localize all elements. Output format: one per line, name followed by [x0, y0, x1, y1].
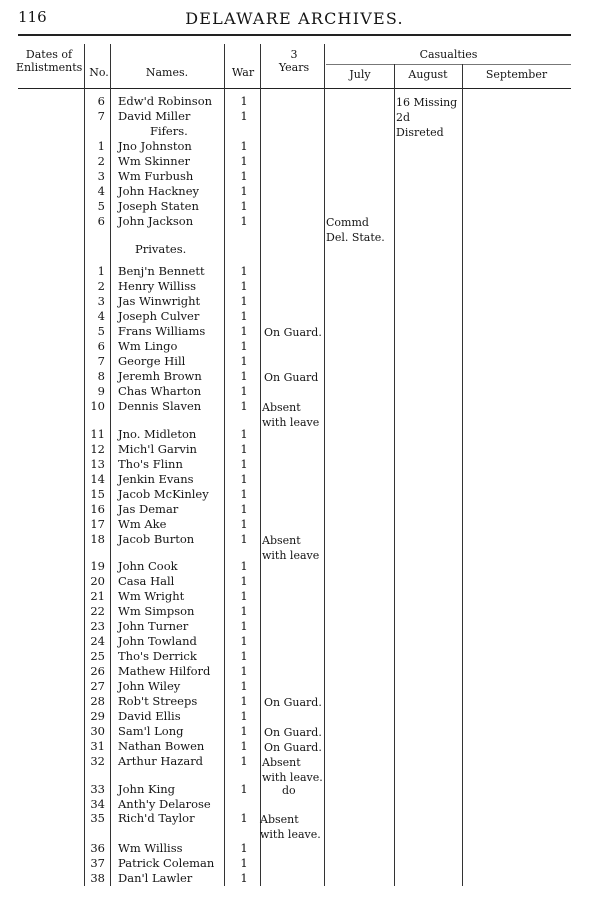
- entry-name: John King: [118, 782, 176, 796]
- entry-number: 25: [90, 649, 105, 663]
- entry-name: John Jackson: [118, 214, 194, 228]
- entry-name: John Turner: [118, 619, 189, 633]
- entry-name: Frans Williams: [118, 324, 206, 338]
- entry-number: 31: [90, 739, 105, 753]
- header-dates: Dates of Enlistments: [16, 48, 83, 74]
- entry-number: 37: [90, 856, 105, 870]
- entry-number: 13: [90, 457, 105, 471]
- entry-number: 6: [97, 339, 105, 353]
- entry-war: 1: [240, 369, 248, 383]
- entry-name: Tho's Flinn: [118, 457, 183, 471]
- entry-number: 17: [90, 517, 105, 531]
- entry-war: 1: [240, 589, 248, 603]
- entry-number: 1: [97, 139, 105, 153]
- entry-number: 24: [90, 634, 105, 648]
- entry-war: 1: [240, 139, 248, 153]
- entry-name: Jeremh Brown: [118, 369, 202, 383]
- entry-name: Wm Furbush: [118, 169, 194, 183]
- entry-august: 16 Missing: [396, 96, 458, 109]
- entry-war: 1: [240, 214, 248, 228]
- entry-number: 7: [97, 354, 105, 368]
- entry-number: 12: [90, 442, 105, 456]
- entry-name: Tho's Derrick: [118, 649, 197, 663]
- header-september: September: [485, 68, 548, 81]
- entry-number: 2: [97, 279, 105, 293]
- entry-name: Chas Wharton: [118, 384, 202, 398]
- entry-war: 1: [240, 399, 248, 413]
- entry-name: Wm Ake: [118, 517, 167, 531]
- entry-number: 14: [90, 472, 105, 486]
- entry-war: 1: [240, 559, 248, 573]
- entry-war: 1: [240, 279, 248, 293]
- entry-name: Mich'l Garvin: [118, 442, 197, 456]
- entry-war: 1: [240, 754, 248, 768]
- entry-number: 34: [90, 797, 105, 811]
- entry-name: David Miller: [118, 109, 191, 123]
- column-rule: [462, 64, 463, 886]
- entry-note: do: [282, 784, 296, 797]
- entry-war: 1: [240, 442, 248, 456]
- entry-number: 27: [90, 679, 105, 693]
- entry-name: Arthur Hazard: [118, 754, 204, 768]
- entry-war: 1: [240, 384, 248, 398]
- entry-note: On Guard.: [264, 326, 322, 339]
- column-rule: [224, 44, 225, 886]
- entry-number: 33: [90, 782, 105, 796]
- entry-name: Henry Williss: [118, 279, 197, 293]
- entry-war: 1: [240, 664, 248, 678]
- entry-war: 1: [240, 694, 248, 708]
- entry-name: Anth'y Delarose: [118, 797, 211, 811]
- entry-number: 29: [90, 709, 105, 723]
- entry-war: 1: [240, 264, 248, 278]
- entry-number: 4: [97, 309, 105, 323]
- entry-number: 7: [97, 109, 105, 123]
- entry-name: Benj'n Bennett: [118, 264, 205, 278]
- column-rule: [324, 44, 325, 886]
- entry-war: 1: [240, 649, 248, 663]
- entry-war: 1: [240, 427, 248, 441]
- column-rule: [260, 44, 261, 886]
- entry-name: John Hackney: [118, 184, 200, 198]
- entry-war: 1: [240, 294, 248, 308]
- entry-number: 32: [90, 754, 105, 768]
- entry-name: Wm Simpson: [118, 604, 195, 618]
- entry-august: 2d Disreted: [396, 111, 444, 139]
- page-number: 116: [18, 8, 47, 26]
- entry-name: Casa Hall: [118, 574, 175, 588]
- header-three-years: 3 Years: [278, 48, 310, 74]
- entry-number: 21: [90, 589, 105, 603]
- casualties-rule: [326, 64, 571, 65]
- entry-war: 1: [240, 457, 248, 471]
- entry-war: 1: [240, 604, 248, 618]
- entry-war: 1: [240, 619, 248, 633]
- entry-name: Rich'd Taylor: [118, 811, 195, 825]
- entry-number: 9: [97, 384, 105, 398]
- entry-name: Jas Demar: [118, 502, 179, 516]
- entry-war: 1: [240, 532, 248, 546]
- entry-number: 3: [97, 169, 105, 183]
- subhead-privates: Privates.: [135, 242, 187, 256]
- entry-war: 1: [240, 782, 248, 796]
- header-rule: [18, 88, 571, 89]
- entry-war: 1: [240, 487, 248, 501]
- header-august: August: [408, 68, 448, 81]
- entry-note: Absent with leave.: [262, 756, 323, 784]
- entry-note: On Guard.: [264, 726, 322, 739]
- entry-war: 1: [240, 169, 248, 183]
- entry-war: 1: [240, 354, 248, 368]
- entry-name: Wm Lingo: [118, 339, 178, 353]
- entry-number: 23: [90, 619, 105, 633]
- entry-name: Jno. Midleton: [118, 427, 197, 441]
- entry-name: Patrick Coleman: [118, 856, 215, 870]
- entry-note: On Guard.: [264, 696, 322, 709]
- header-casualties: Casualties: [419, 48, 478, 61]
- entry-war: 1: [240, 472, 248, 486]
- entry-name: Edw'd Robinson: [118, 94, 213, 108]
- entry-war: 1: [240, 679, 248, 693]
- page-title: DELAWARE ARCHIVES.: [185, 9, 404, 28]
- entry-name: Wm Wright: [118, 589, 185, 603]
- entry-number: 8: [97, 369, 105, 383]
- entry-name: Jenkin Evans: [118, 472, 194, 486]
- entry-name: Jas Winwright: [118, 294, 201, 308]
- entry-number: 38: [90, 871, 105, 885]
- entry-number: 35: [90, 811, 105, 825]
- header-names: Names.: [145, 66, 189, 79]
- header-july: July: [349, 68, 371, 81]
- entry-name: Sam'l Long: [118, 724, 184, 738]
- entry-note: On Guard.: [264, 741, 322, 754]
- entry-war: 1: [240, 339, 248, 353]
- entry-number: 36: [90, 841, 105, 855]
- entry-note: On Guard: [264, 371, 319, 384]
- entry-number: 20: [90, 574, 105, 588]
- entry-name: Jno Johnston: [118, 139, 192, 153]
- entry-number: 1: [97, 264, 105, 278]
- entry-note: Absent with leave.: [260, 813, 321, 841]
- entry-number: 2: [97, 154, 105, 168]
- entry-war: 1: [240, 199, 248, 213]
- entry-number: 5: [97, 324, 105, 338]
- entry-name: Joseph Culver: [118, 309, 200, 323]
- entry-number: 28: [90, 694, 105, 708]
- entry-war: 1: [240, 94, 248, 108]
- entry-number: 26: [90, 664, 105, 678]
- entry-number: 10: [90, 399, 105, 413]
- entry-war: 1: [240, 574, 248, 588]
- entry-war: 1: [240, 324, 248, 338]
- column-rule: [394, 64, 395, 886]
- subhead-fifers: Fifers.: [150, 124, 188, 138]
- entry-name: George Hill: [118, 354, 186, 368]
- column-rule: [110, 44, 111, 886]
- entry-war: 1: [240, 841, 248, 855]
- entry-number: 19: [90, 559, 105, 573]
- entry-name: Dan'l Lawler: [118, 871, 193, 885]
- entry-war: 1: [240, 184, 248, 198]
- entry-name: Rob't Streeps: [118, 694, 198, 708]
- entry-number: 6: [97, 94, 105, 108]
- entry-war: 1: [240, 856, 248, 870]
- entry-name: Jacob Burton: [118, 532, 195, 546]
- entry-number: 16: [90, 502, 105, 516]
- entry-name: Wm Williss: [118, 841, 183, 855]
- entry-number: 6: [97, 214, 105, 228]
- entry-july: Commd Del. State.: [326, 216, 385, 244]
- header-war: War: [231, 66, 255, 79]
- entry-name: Nathan Bowen: [118, 739, 205, 753]
- entry-name: Joseph Staten: [118, 199, 199, 213]
- entry-note: Absent with leave: [262, 534, 320, 562]
- entry-war: 1: [240, 871, 248, 885]
- entry-name: Dennis Slaven: [118, 399, 202, 413]
- entry-number: 18: [90, 532, 105, 546]
- entry-name: John Wiley: [118, 679, 181, 693]
- title-rule: [18, 34, 571, 36]
- entry-number: 5: [97, 199, 105, 213]
- entry-war: 1: [240, 709, 248, 723]
- entry-number: 3: [97, 294, 105, 308]
- entry-number: 22: [90, 604, 105, 618]
- entry-number: 30: [90, 724, 105, 738]
- entry-name: Wm Skinner: [118, 154, 191, 168]
- entry-war: 1: [240, 517, 248, 531]
- entry-war: 1: [240, 724, 248, 738]
- entry-name: David Ellis: [118, 709, 181, 723]
- entry-war: 1: [240, 154, 248, 168]
- entry-war: 1: [240, 811, 248, 825]
- entry-war: 1: [240, 309, 248, 323]
- entry-name: Mathew Hilford: [118, 664, 211, 678]
- entry-war: 1: [240, 109, 248, 123]
- entry-war: 1: [240, 502, 248, 516]
- header-no: No.: [89, 66, 109, 79]
- entry-name: John Cook: [118, 559, 178, 573]
- entry-war: 1: [240, 634, 248, 648]
- entry-number: 4: [97, 184, 105, 198]
- entry-note: Absent with leave: [262, 401, 320, 429]
- entry-name: John Towland: [118, 634, 197, 648]
- entry-war: 1: [240, 739, 248, 753]
- entry-name: Jacob McKinley: [118, 487, 209, 501]
- entry-number: 11: [90, 427, 105, 441]
- entry-number: 15: [90, 487, 105, 501]
